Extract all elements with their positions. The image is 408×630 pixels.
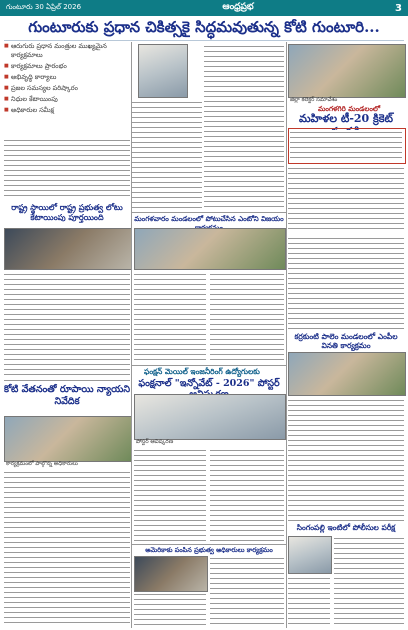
article-text (288, 398, 404, 518)
header-date: గుంటూరు 30 ఏప్రిల్ 2026 (6, 3, 82, 11)
right-mid-photo (288, 352, 406, 396)
bullet-item: ■ ఆరుగురు ప్రధాన మంత్రుల ముఖ్యమైన కార్యక్రమాలు (4, 42, 130, 60)
photo-caption: పోస్టర్ ఆవిష్కరణ (136, 439, 174, 445)
story-kicker: మంగళగిరి మండలంలో (318, 104, 381, 113)
bullet-item: ■ అభివృద్ధి కార్యాలు (4, 73, 130, 82)
page-header-bar (0, 0, 408, 16)
article-text (4, 272, 130, 378)
bullet-item: ■ కార్యక్రమాలు ప్రారంభం (4, 62, 130, 71)
article-text (210, 556, 284, 626)
center-bottom-photo (134, 556, 208, 592)
article-text (290, 130, 402, 160)
article-text (132, 100, 202, 210)
article-text (134, 592, 206, 626)
center-top-photo (134, 228, 286, 270)
lead-headline: గుంటూరుకు ప్రధాన చికిత్సకై సిద్ధమవుతున్న కోటి గుంటూరి... (4, 18, 404, 41)
article-text (4, 138, 130, 200)
story-headline: కర్రకుంటి పాలెం మండలంలో ఎంపీల వినతి కార్యక్రమం (294, 332, 398, 350)
right-top-photo (288, 44, 406, 98)
newspaper-logo: ఆంధ్రప్రభ (222, 2, 254, 12)
bullet-item: ■ ప్రజల సమస్యల పరిష్కారం (4, 84, 130, 93)
story-headline: సింగంపల్లి ఇంటిలో పోలీసుల పరీక్ష (296, 523, 396, 532)
article-text (134, 448, 206, 542)
article-text (4, 470, 130, 626)
article-text (334, 536, 404, 626)
story-kicker: ఫంక్షన్ మెయిల్ ఇంజనీరింగ్ ఉద్యోగులకు (144, 367, 260, 376)
article-text (288, 166, 404, 232)
story-headline: మంగళవారం మండలంలో పోటుచేసిన ఎంటోని విజయం (134, 214, 284, 223)
left-mid-photo (4, 228, 132, 270)
lead-photo (138, 44, 188, 98)
column-rule (286, 42, 287, 628)
article-text (204, 44, 284, 210)
divider (132, 212, 286, 213)
article-text (210, 448, 284, 542)
divider (132, 365, 286, 366)
left-bottom-photo (4, 416, 132, 462)
article-text (210, 272, 284, 362)
page-number: 3 (395, 2, 402, 14)
bullet-item: ■ నిధుల కేటాయింపు (4, 95, 130, 104)
divider (4, 380, 130, 381)
divider (288, 328, 404, 329)
story-headline: ఫంక్షనాల్ "ఇన్నోవేట్ - 2026" పోస్టర్ (138, 378, 280, 389)
story-headline: కోటి వేతనంతో రూపాయి న్యాయని నివేదిక (4, 384, 131, 407)
article-text (288, 576, 330, 626)
bullet-list (4, 42, 130, 136)
story-headline: అమెరికాకు పంపిన ప్రభుత్వ అధికారులు కార్యక్రమం (145, 546, 273, 554)
story-headline: మహిళల టీ-20 క్రికెట్ (298, 112, 394, 125)
bullet-item: ■ అధికారుల సమీక్ష (4, 106, 130, 115)
article-text (134, 272, 206, 362)
divider (132, 544, 286, 545)
column-rule (131, 42, 132, 628)
divider (288, 520, 404, 521)
photo-caption: కార్యక్రమంలో పాల్గొన్న అధికారులు (6, 461, 78, 467)
center-mid-photo (134, 394, 286, 440)
article-text (288, 236, 404, 326)
story-headline: రాష్ట్ర స్థాయిలో రాష్ట్ర ప్రభుత్వ లోటు కేటాయింపు పూర్తయింది (11, 202, 123, 222)
photo-caption: జిల్లా కలెక్టర్ సమావేశం (290, 97, 338, 103)
right-bottom-photo (288, 536, 332, 574)
